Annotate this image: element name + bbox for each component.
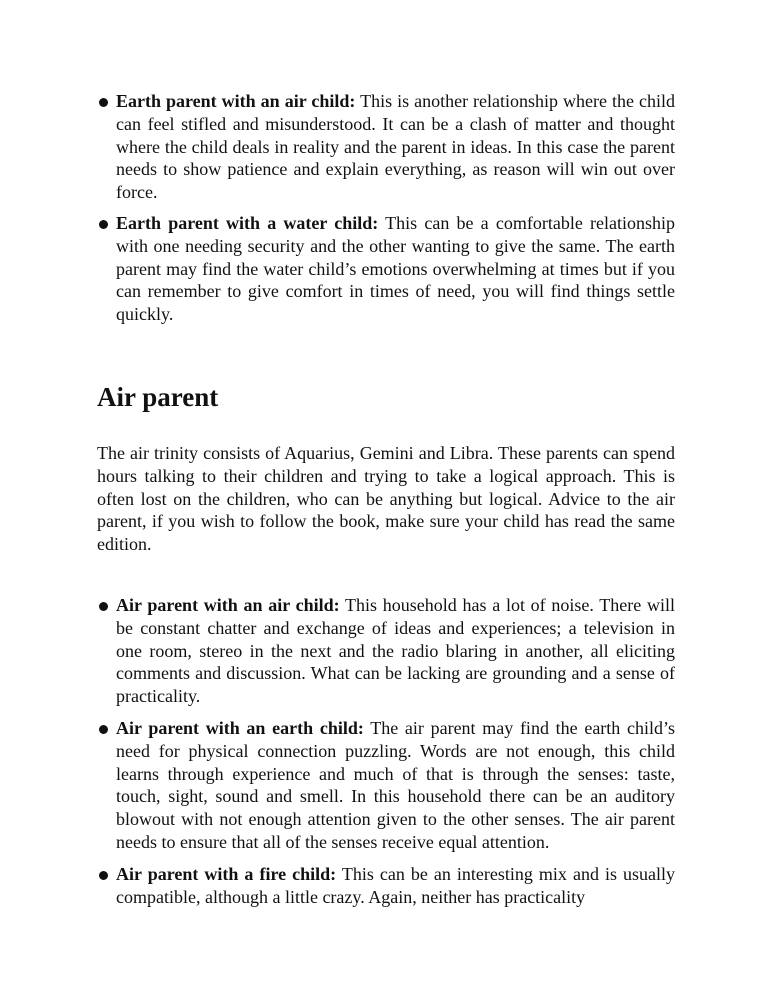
section-intro: The air trinity consists of Aquarius, Gemini and Libra. These parents can spend hours talking to their children and trying to take a logical approach. This is often lost on the children, who can be anything but logical. Advice to the air parent, if you wish to follow the book, make sure your child has read the same edition.	[97, 442, 675, 555]
item-lead: Air parent with an earth child:	[116, 717, 364, 738]
item-lead: Air parent with a fire child:	[116, 863, 337, 884]
list-item	[97, 90, 675, 204]
list-item	[97, 717, 675, 854]
section-heading: Air parent	[97, 381, 219, 412]
bullet-icon	[99, 725, 108, 734]
list-item	[97, 594, 675, 708]
earth-parent-list	[97, 90, 675, 326]
item-lead: Earth parent with an air child:	[116, 91, 356, 111]
item-lead: Earth parent with a water child:	[116, 212, 379, 233]
bullet-icon	[99, 98, 108, 107]
list-item	[97, 212, 675, 326]
item-text: This household has a lot of noise. There will be constant chatter and exchange of ideas and experiences; a television in one room, stereo in the next and the radio blaring in another, all eliciting comments and discussion. What can be lacking are grounding and a sense of practicality.	[116, 594, 675, 707]
item-lead: Air parent with an air child:	[116, 594, 340, 615]
list-item	[97, 863, 675, 909]
item-text: This can be a comfortable relationship with one needing security and the other wanting to give the same. The earth parent may find the water child’s emotions overwhelming at times but if you can remember to give comfort in times of need, you will find things settle quickly.	[116, 212, 675, 325]
bullet-icon	[99, 871, 108, 880]
item-text: This is another relationship where the child can feel stifled and misunderstood. It can be a clash of matter and thought where the child deals in reality and the parent in ideas. In this case the parent needs to show patience and explain everything, as reason will win out over force.	[116, 91, 676, 203]
bullet-icon	[99, 602, 108, 611]
air-parent-list	[97, 594, 675, 908]
item-text: The air parent may find the earth child’s need for physical connection puzzling. Words are not enough, this child learns through experience and much of that is through the senses: taste, touch, sight, sound and smell. In this household there can be an auditory blowout with not enough attention given to the other senses. The air parent needs to ensure that all of the senses receive equal attention.	[116, 717, 675, 852]
bullet-icon	[99, 220, 108, 229]
item-text: This can be an interesting mix and is usually compatible, although a little crazy. Again, neither has practicality	[116, 863, 675, 907]
document-page	[97, 90, 675, 908]
